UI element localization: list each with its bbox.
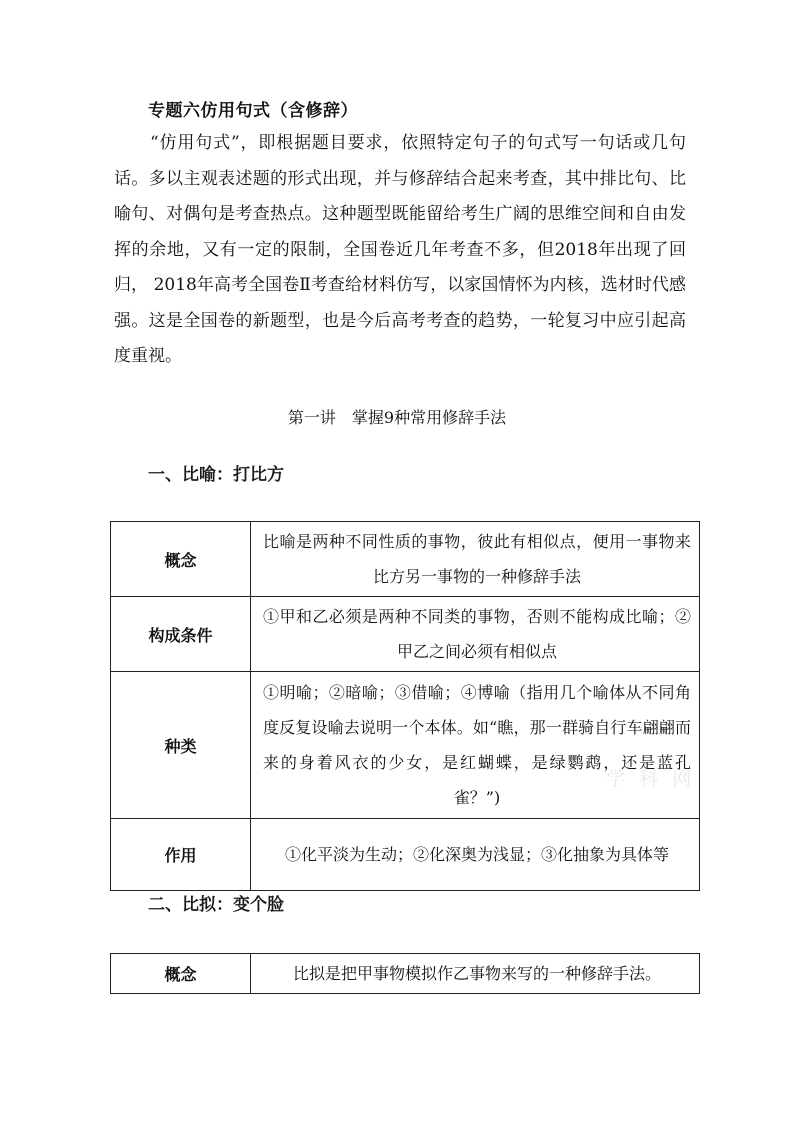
table-row (111, 819, 700, 891)
row-description: ①明喻；②暗喻；③借喻；④博喻（指用几个喻体从不同角度反复设喻去说明一个本体。如“瞧，那一群骑自行车翩翩而来的身着风衣的少女，是红蝴蝶，是绿鹦鹉，还是蓝孔雀？”) (251, 672, 700, 819)
lecture-title: 第一讲 掌握9种常用修辞手法 (287, 408, 507, 427)
document-title: 专题六仿用句式（含修辞） (148, 101, 358, 121)
row-term: 种类 (111, 672, 251, 819)
row-term: 概念 (111, 954, 251, 994)
row-description: ①化平淡为生动；②化深奥为浅显；③化抽象为具体等 (251, 819, 700, 891)
intro-paragraph: “仿用句式”，即根据题目要求，依照特定句子的句式写一句话或几句话。多以主观表述题的形式出现，并与修辞结合起来考查，其中排比句、比喻句、对偶句是考查热点。这种题型既能留给考生广阔的思维空间和自由发挥的余地，又有一定的限制，全国卷近几年考查不多，但2018年出现了回归， 2018年高考全国卷Ⅱ考查给材料仿写，以家国情怀为内核，选材时代感强。这是全国卷的新题型，也是今后高考考查的趋势，一轮复习中应引起高度重视。 (114, 133, 686, 366)
row-description: 比喻是两种不同性质的事物，彼此有相似点，便用一事物来比方另一事物的一种修辞手法 (251, 522, 700, 597)
table-row (111, 522, 700, 597)
row-description: ①甲和乙必须是两种不同类的事物，否则不能构成比喻；②甲乙之间必须有相似点 (251, 597, 700, 672)
row-term: 概念 (111, 522, 251, 597)
table-row (111, 597, 700, 672)
row-term: 作用 (111, 819, 251, 891)
table-row (111, 954, 700, 994)
personification-table (110, 953, 700, 994)
section-heading-personification: 二、比拟：变个脸 (148, 895, 284, 915)
metaphor-table (110, 521, 700, 891)
table-row (111, 672, 700, 819)
row-description: 比拟是把甲事物模拟作乙事物来写的一种修辞手法。 (251, 954, 700, 994)
section-heading-metaphor: 一、比喻：打比方 (148, 465, 284, 485)
watermark: 学 科 网 (606, 768, 696, 790)
row-term: 构成条件 (111, 597, 251, 672)
